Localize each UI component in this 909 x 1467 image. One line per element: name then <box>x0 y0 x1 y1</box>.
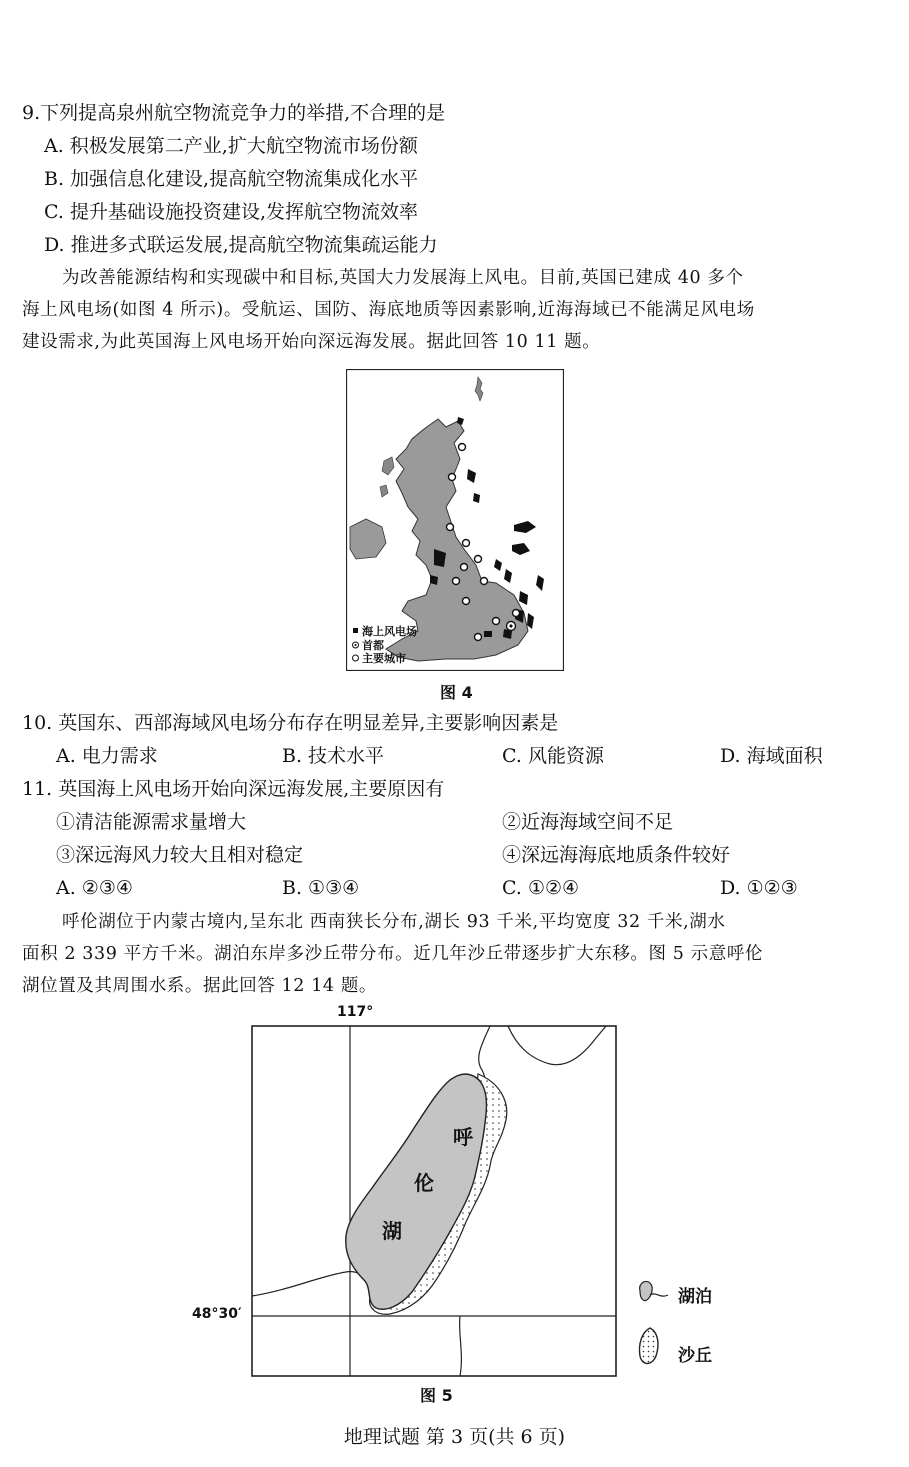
lake-legend-icon <box>636 1277 670 1305</box>
legend-city: 主要城市 <box>362 652 406 665</box>
q10-option-d: D. 海域面积 <box>720 745 823 767</box>
legend-capital: 首都 <box>362 639 384 652</box>
lake-label-char: 湖 <box>382 1219 402 1243</box>
q10-option-b: B. 技术水平 <box>282 745 385 767</box>
q10-option-c: C. 风能资源 <box>502 745 604 767</box>
q11-statement-4: ④深远海海底地质条件较好 <box>502 844 731 866</box>
passage2-line: 湖位置及其周围水系。据此回答 12 14 题。 <box>22 976 378 996</box>
longitude-label: 117° <box>337 1004 374 1020</box>
q9-option-b: B. 加强信息化建设,提高航空物流集成化水平 <box>44 168 419 190</box>
passage1-line: 建设需求,为此英国海上风电场开始向深远海发展。据此回答 10 11 题。 <box>22 332 601 352</box>
q11-statement-1: ①清洁能源需求量增大 <box>56 811 247 833</box>
q9-stem: 9.下列提高泉州航空物流竞争力的举措,不合理的是 <box>22 102 446 124</box>
dune-legend-icon <box>636 1324 664 1368</box>
figure-5-map <box>250 1024 620 1380</box>
q9-option-d: D. 推进多式联运发展,提高航空物流集疏运能力 <box>44 234 438 256</box>
lake-label-char: 呼 <box>453 1125 473 1149</box>
q11-option-a: A. ②③④ <box>56 877 133 899</box>
latitude-label: 48°30′ <box>192 1306 242 1322</box>
figure-4-caption: 图 4 <box>440 683 473 702</box>
legend-lake-label: 湖泊 <box>678 1287 712 1307</box>
q10-stem: 10. 英国东、西部海域风电场分布存在明显差异,主要影响因素是 <box>22 712 559 734</box>
passage1-line: 海上风电场(如图 4 所示)。受航运、国防、海底地质等因素影响,近海海域已不能满足风电场 <box>22 300 755 320</box>
page-footer: 地理试题 第 3 页(共 6 页) <box>343 1426 566 1448</box>
passage2-line: 呼伦湖位于内蒙古境内,呈东北 西南狭长分布,湖长 93 千米,平均宽度 32 千米,湖水 <box>62 912 726 932</box>
lake-label-char: 伦 <box>414 1171 434 1195</box>
legend-dune-label: 沙丘 <box>678 1346 712 1366</box>
q11-stem: 11. 英国海上风电场开始向深远海发展,主要原因有 <box>22 778 445 800</box>
q11-option-c: C. ①②④ <box>502 877 580 899</box>
q11-option-d: D. ①②③ <box>720 877 798 899</box>
q9-option-a: A. 积极发展第二产业,扩大航空物流市场份额 <box>44 135 418 157</box>
q10-option-a: A. 电力需求 <box>56 745 158 767</box>
q11-statement-3: ③深远海风力较大且相对稳定 <box>56 844 304 866</box>
q11-statement-2: ②近海海域空间不足 <box>502 811 674 833</box>
legend-wind-farm: 海上风电场 <box>362 625 417 638</box>
figure-5-caption: 图 5 <box>420 1386 453 1405</box>
q11-option-b: B. ①③④ <box>282 877 360 899</box>
passage1-line: 为改善能源结构和实现碳中和目标,英国大力发展海上风电。目前,英国已建成 40 多个 <box>62 268 744 288</box>
passage2-line: 面积 2 339 平方千米。湖泊东岸多沙丘带分布。近几年沙丘带逐步扩大东移。图 5 示意呼伦 <box>22 944 764 964</box>
q9-option-c: C. 提升基础设施投资建设,发挥航空物流效率 <box>44 201 418 223</box>
figure-4-map <box>346 369 564 671</box>
